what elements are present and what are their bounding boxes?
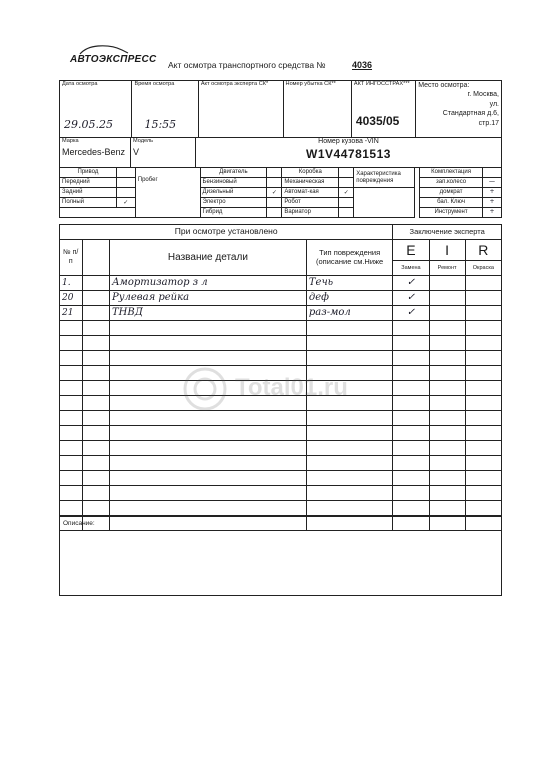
- kit-spare-wheel: зап.колесо: [420, 178, 483, 188]
- row-part: Рулевая рейка: [109, 291, 306, 306]
- brand-label: Марка: [62, 138, 79, 144]
- col-i-header: I: [429, 240, 465, 261]
- gearbox-auto: Автомат-кая: [282, 188, 339, 198]
- watermark-text: Total01.ru: [235, 374, 348, 401]
- act-number: 4036: [352, 60, 373, 70]
- gearbox-manual: Механическая: [282, 178, 339, 188]
- row-replace-check-icon: ✓: [393, 276, 429, 291]
- kit-tools: Инструмент: [420, 208, 483, 218]
- ingos-value: 4035/05: [355, 114, 400, 128]
- drive-front: Передний: [60, 178, 117, 188]
- kit-jack-mark: +: [483, 188, 502, 198]
- engine-diesel: Дизельный: [200, 188, 267, 198]
- vin-value: W1V44781513: [306, 147, 391, 162]
- table-row: [60, 291, 502, 306]
- engine-hybrid: Гибрид: [200, 208, 267, 218]
- kit-balloon-key: бал. Ключ: [420, 198, 483, 208]
- mileage-label: Пробег: [137, 177, 158, 184]
- kit-balloon-key-mark: +: [483, 198, 502, 208]
- row-damage: Течь: [306, 276, 393, 291]
- watermark: [180, 364, 380, 419]
- table-row: [60, 501, 502, 516]
- place-label: Место осмотра:: [418, 82, 470, 89]
- vehicle-table: [59, 137, 502, 168]
- table-row: [60, 486, 502, 501]
- kit-jack: домкрат: [420, 188, 483, 198]
- col-e-header: E: [393, 240, 429, 261]
- row-num: 21: [60, 306, 83, 321]
- info-table: [59, 80, 502, 138]
- place-cell: [416, 81, 502, 138]
- spec-table: [59, 167, 502, 218]
- drive-header: Привод: [60, 168, 117, 178]
- table-row: [60, 306, 502, 321]
- col-r-sub: Окраска: [465, 261, 501, 276]
- mileage-cell: [135, 168, 200, 218]
- gearbox-robot: Робот: [282, 198, 339, 208]
- ingos-label: АКТ ИНГОССТРАХ***: [353, 81, 410, 87]
- col-num-header: № п/п: [60, 240, 83, 276]
- document-title: Акт осмотра транспортного средства №: [168, 60, 326, 70]
- brand-cell: [60, 138, 131, 168]
- gearbox-header: Коробка: [282, 168, 339, 178]
- table-row: [60, 321, 502, 336]
- table-row: [60, 276, 502, 291]
- gearbox-auto-check-icon: ✓: [339, 188, 354, 198]
- place-city: г. Москва,: [467, 91, 499, 99]
- model-value: V: [133, 147, 140, 158]
- row-num: 1.: [60, 276, 83, 291]
- table-row: [60, 426, 502, 441]
- company-logo: [70, 54, 157, 65]
- damage-char-label: Характеристика повреждения: [354, 168, 415, 188]
- logo-text: АВТОЭКСПРЕСС: [70, 54, 157, 65]
- engine-electric: Электро: [200, 198, 267, 208]
- loss-number-cell: [283, 81, 351, 138]
- time-label: Время осмотра: [134, 81, 175, 87]
- time-value: 15:55: [144, 118, 177, 131]
- row-part: ТНВД: [109, 306, 306, 321]
- description-box: [59, 516, 502, 596]
- row-num: 20: [60, 291, 83, 306]
- col-e-sub: Замена: [393, 261, 429, 276]
- col-i-sub: Ремонт: [429, 261, 465, 276]
- date-label: Дата осмотра: [62, 81, 98, 87]
- table-row: [60, 441, 502, 456]
- row-damage: раз-мол: [306, 306, 393, 321]
- place-building: стр.17: [478, 119, 499, 127]
- table-row: [60, 471, 502, 486]
- row-damage: деф: [306, 291, 393, 306]
- ingos-cell: [351, 81, 415, 138]
- row-replace-check-icon: ✓: [393, 291, 429, 306]
- drive-full-check-icon: ✓: [116, 198, 135, 208]
- model-label: Модель: [133, 138, 154, 144]
- time-cell: [132, 81, 198, 138]
- engine-header: Двигатель: [200, 168, 267, 178]
- col-r-header: R: [465, 240, 501, 261]
- expert-section-title: Заключение эксперта: [393, 225, 502, 240]
- table-row: [60, 336, 502, 351]
- gearbox-cvt: Вариатор: [282, 208, 339, 218]
- kit-header: Комплектация: [420, 168, 483, 178]
- row-replace-check-icon: ✓: [393, 306, 429, 321]
- vin-label: Номер кузова -VIN: [318, 138, 379, 145]
- col-damage-header: Тип повреждения (описание см.Ниже: [306, 240, 393, 276]
- place-street-prefix: ул.: [489, 100, 499, 108]
- vin-cell: [196, 138, 502, 168]
- kit-spare-wheel-mark: —: [483, 178, 502, 188]
- date-cell: [60, 81, 132, 138]
- date-value: 29.05.25: [64, 118, 113, 131]
- expert-act-label: Акт осмотра эксперта СК*: [200, 81, 269, 87]
- brand-value: Mercedes-Benz: [62, 147, 126, 158]
- place-street: Стандартная д.6,: [442, 110, 499, 118]
- description-label: Описание:: [63, 520, 95, 527]
- loss-number-label: Номер убытка СК**: [285, 81, 336, 87]
- engine-diesel-check-icon: ✓: [267, 188, 282, 198]
- expert-act-cell: [198, 81, 283, 138]
- model-cell: [131, 138, 196, 168]
- row-part: Амортизатор з л: [109, 276, 306, 291]
- kit-tools-mark: +: [483, 208, 502, 218]
- drive-full: Полный: [60, 198, 117, 208]
- engine-petrol: Бензиновый: [200, 178, 267, 188]
- findings-section-title: При осмотре установлено: [60, 225, 393, 240]
- car-logo-icon: [78, 44, 130, 56]
- table-row: [60, 456, 502, 471]
- col-name-header: Название детали: [109, 240, 306, 276]
- drive-rear: Задний: [60, 188, 117, 198]
